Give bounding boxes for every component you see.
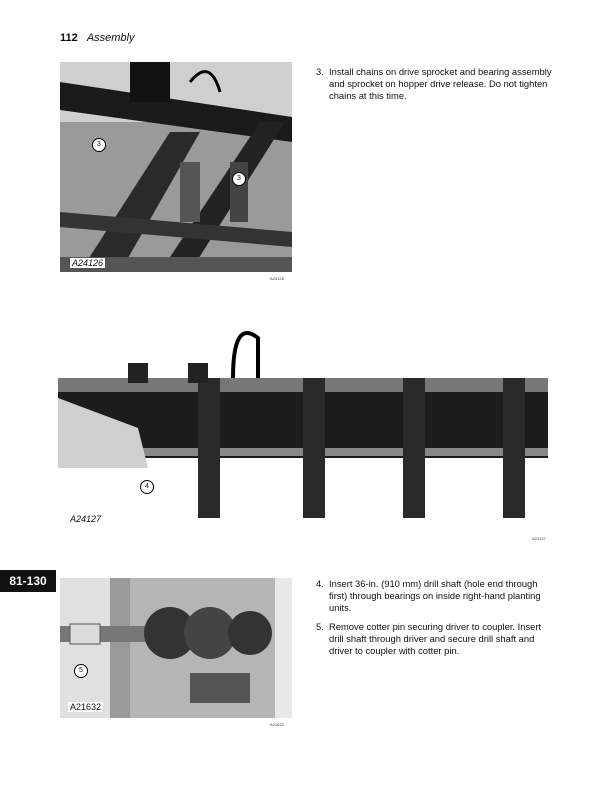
step-item xyxy=(316,66,556,102)
callout-5: 5 xyxy=(74,664,88,678)
page-number: 112 xyxy=(60,32,78,44)
figure-photo-drill-shaft xyxy=(58,318,548,532)
step-number: 3. xyxy=(316,66,324,77)
section-title: Assembly xyxy=(86,32,135,44)
step-item xyxy=(316,621,556,657)
figure-id-label: A21632 xyxy=(70,702,102,712)
step-text: Insert 36-in. (910 mm) drill shaft (hole end through first) through bearings on inside right-hand planting units. xyxy=(329,578,541,613)
page-header xyxy=(60,32,135,44)
step-number: 5. xyxy=(316,621,324,632)
figure-id-small: A24127 xyxy=(532,536,546,541)
section-tab: 81-130 xyxy=(0,570,56,592)
figure-photo-coupler xyxy=(60,578,292,718)
figure-id-small: A24126 xyxy=(270,276,284,281)
figure-photo-chains xyxy=(60,62,292,272)
instruction-list-top xyxy=(316,66,556,109)
figure-id-small: A21632 xyxy=(270,722,284,727)
instruction-list-bottom xyxy=(316,578,556,664)
callout-3a: 3 xyxy=(92,138,106,152)
callout-4: 4 xyxy=(140,480,154,494)
figure-id-label: A24127 xyxy=(70,514,102,524)
callout-3b: 3 xyxy=(232,172,246,186)
step-item xyxy=(316,578,556,614)
step-number: 4. xyxy=(316,578,324,589)
step-text: Install chains on drive sprocket and bearing assembly and sprocket on hopper drive release. Do not tighten chains at this time. xyxy=(329,66,552,101)
step-text: Remove cotter pin securing driver to coupler. Insert drill shaft through driver and secure drill shaft and driver to coupler with cotter pin. xyxy=(329,621,542,656)
figure-id-label: A24126 xyxy=(72,258,104,268)
